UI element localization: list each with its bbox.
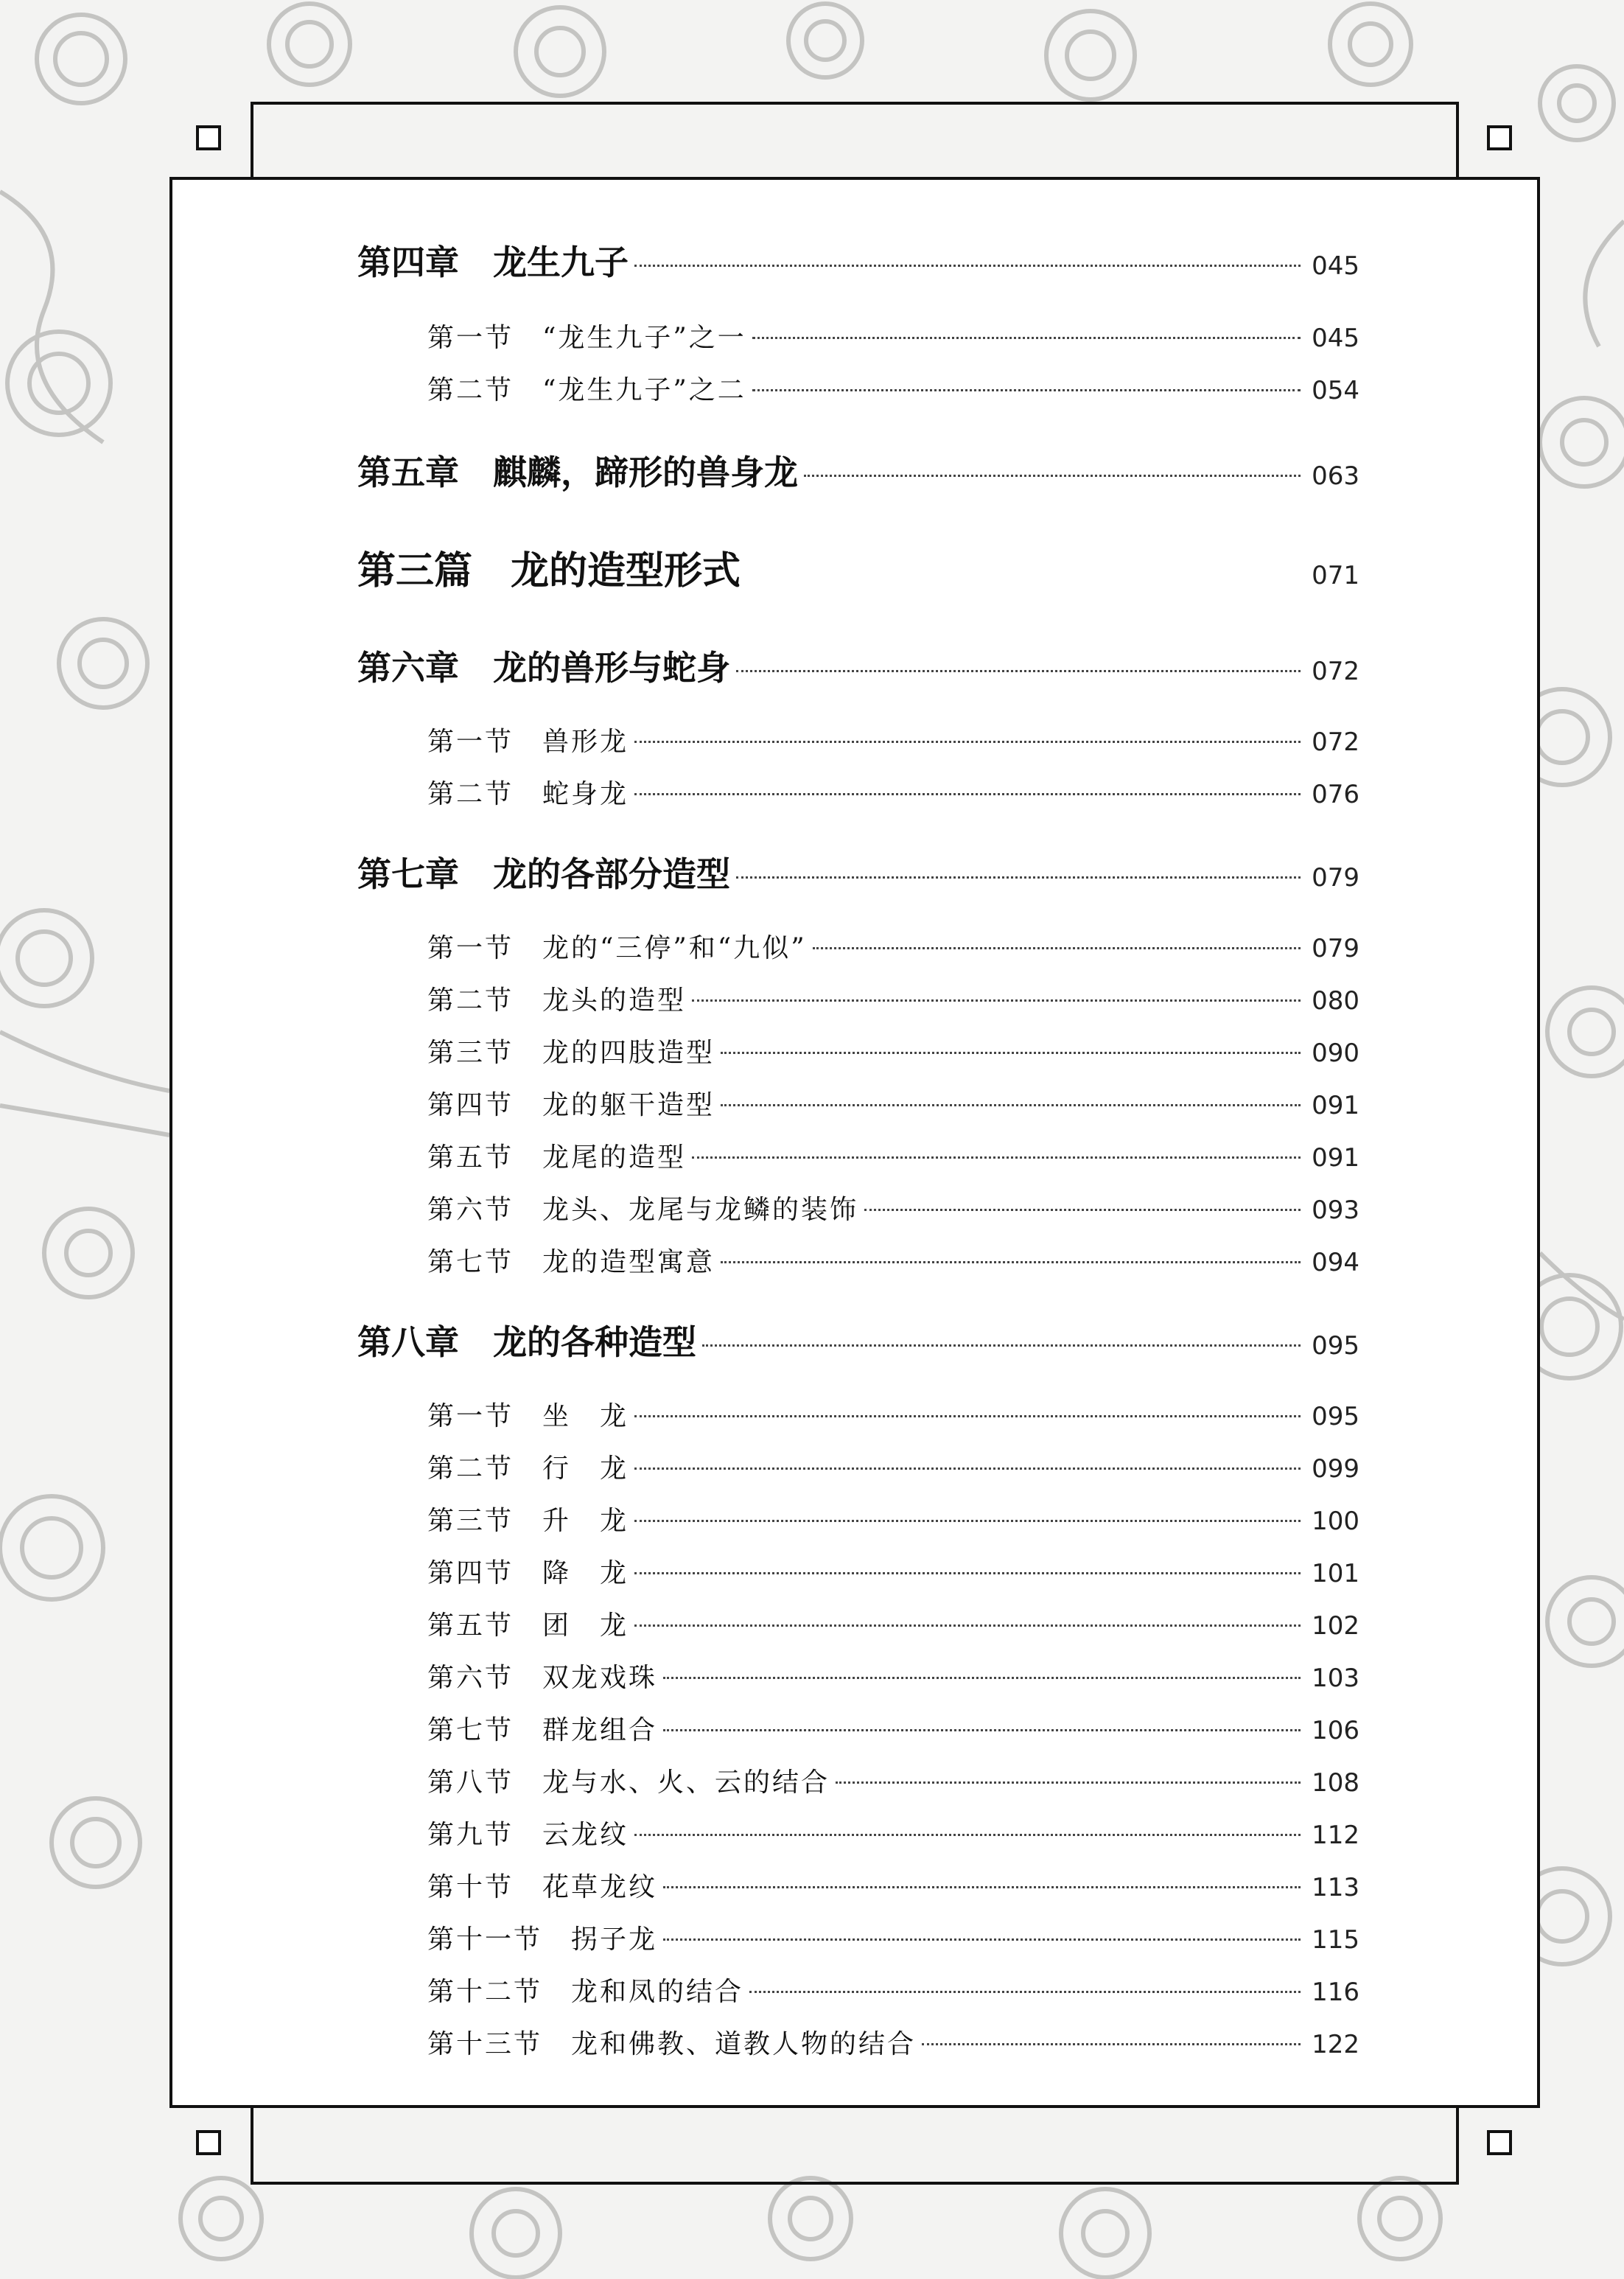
dot-leader	[752, 337, 1301, 339]
toc-entry-title: 第一节 兽形龙	[427, 727, 629, 757]
toc-entry-page: 091	[1312, 1091, 1359, 1120]
toc-entry-page: 072	[1312, 727, 1359, 757]
toc-entry-page: 122	[1312, 2030, 1359, 2059]
toc-entry-title: 第三节 龙的四肢造型	[427, 1038, 715, 1068]
toc-entry-page: 076	[1312, 780, 1359, 809]
toc-entry-page: 079	[1312, 863, 1359, 893]
toc-chapter-entry[interactable]	[357, 236, 1359, 285]
toc-entry-page: 054	[1312, 376, 1359, 405]
toc-entry-page: 095	[1312, 1402, 1359, 1431]
toc-section-entry[interactable]	[357, 1084, 1359, 1122]
dot-leader	[864, 1209, 1301, 1211]
dot-leader	[634, 1415, 1301, 1417]
toc-entry-title: 第一节 龙的“三停”和“九似”	[427, 933, 807, 963]
toc-entry-title: 第十一节 拐子龙	[427, 1924, 658, 1955]
toc-entry-title: 第九节 云龙纹	[427, 1820, 629, 1850]
toc-entry-title: 第一节 坐 龙	[427, 1401, 629, 1431]
toc-entry-title: 第七章 龙的各部分造型	[357, 854, 730, 894]
toc-entry-title: 第二节 行 龙	[427, 1453, 629, 1484]
toc-section-entry[interactable]	[357, 1552, 1359, 1590]
toc-section-entry[interactable]	[357, 927, 1359, 965]
toc-entry-title: 第四章 龙生九子	[357, 242, 629, 282]
dot-leader	[804, 475, 1301, 477]
dot-leader	[692, 1156, 1301, 1159]
dot-leader	[634, 1520, 1301, 1522]
toc-entry-page: 106	[1312, 1716, 1359, 1745]
toc-entry-page: 071	[1312, 561, 1359, 590]
toc-entry-title: 第二节 蛇身龙	[427, 779, 629, 809]
toc-entry-page: 113	[1312, 1873, 1359, 1902]
dot-leader	[721, 1261, 1301, 1263]
toc-entry-title: 第六章 龙的兽形与蛇身	[357, 648, 730, 688]
toc-entry-title: 第一节 “龙生九子”之一	[427, 323, 746, 353]
toc-section-entry[interactable]	[357, 721, 1359, 758]
toc-entry-page: 091	[1312, 1143, 1359, 1173]
dot-leader	[736, 670, 1301, 672]
toc-entry-page: 116	[1312, 1978, 1359, 2007]
toc-entry-title: 第六节 龙头、龙尾与龙鳞的装饰	[427, 1195, 859, 1225]
toc-section-entry[interactable]	[357, 2023, 1359, 2061]
toc-section-entry[interactable]	[357, 1395, 1359, 1433]
frame-corner-ornament	[1487, 125, 1512, 150]
toc-section-entry[interactable]	[357, 980, 1359, 1017]
dot-leader	[634, 265, 1301, 267]
dot-leader	[752, 389, 1301, 391]
toc-section-entry[interactable]	[357, 1866, 1359, 1904]
dot-leader	[634, 793, 1301, 795]
toc-entry-title: 第六节 双龙戏珠	[427, 1663, 658, 1693]
toc-section-entry[interactable]	[357, 1657, 1359, 1695]
dot-leader	[634, 741, 1301, 743]
toc-entry-title: 第五节 团 龙	[427, 1610, 629, 1641]
toc-section-entry[interactable]	[357, 1448, 1359, 1485]
dot-leader	[663, 1729, 1301, 1731]
dot-leader	[634, 1467, 1301, 1470]
toc-chapter-entry[interactable]	[357, 1316, 1359, 1364]
toc-entry-title: 第四节 龙的躯干造型	[427, 1090, 715, 1120]
toc-entry-title: 第二节 龙头的造型	[427, 985, 687, 1016]
toc-entry-page: 099	[1312, 1454, 1359, 1484]
toc-entry-page: 072	[1312, 657, 1359, 686]
toc-section-entry[interactable]	[357, 1241, 1359, 1279]
toc-entry-page: 090	[1312, 1039, 1359, 1068]
toc-entry-page: 080	[1312, 986, 1359, 1016]
frame-corner-ornament	[196, 2130, 221, 2155]
toc-entry-page: 101	[1312, 1559, 1359, 1588]
toc-section-entry[interactable]	[357, 1709, 1359, 1747]
toc-section-entry[interactable]	[357, 1919, 1359, 1956]
toc-entry-title: 第七节 龙的造型寓意	[427, 1247, 715, 1277]
toc-entry-title: 第五章 麒麟，蹄形的兽身龙	[357, 453, 798, 492]
toc-entry-title: 第八节 龙与水、火、云的结合	[427, 1767, 830, 1798]
toc-entry-page: 112	[1312, 1821, 1359, 1850]
toc-entry-title: 第二节 “龙生九子”之二	[427, 375, 746, 405]
toc-entry-page: 079	[1312, 934, 1359, 963]
toc-chapter-entry[interactable]	[357, 446, 1359, 495]
toc-entry-page: 045	[1312, 251, 1359, 281]
toc-entry-title: 第三篇 龙的造型形式	[357, 548, 741, 593]
toc-entry-title: 第十二节 龙和凤的结合	[427, 1977, 744, 2007]
dot-leader	[721, 1104, 1301, 1106]
toc-entry-page: 100	[1312, 1507, 1359, 1536]
toc-entry-page: 063	[1312, 461, 1359, 491]
toc-chapter-entry[interactable]	[357, 848, 1359, 896]
frame-corner-ornament	[1487, 2130, 1512, 2155]
toc-section-entry[interactable]	[357, 1137, 1359, 1174]
dot-leader	[692, 999, 1301, 1002]
toc-entry-title: 第三节 升 龙	[427, 1506, 629, 1536]
dot-leader	[663, 1938, 1301, 1941]
toc-entry-title: 第八章 龙的各种造型	[357, 1322, 696, 1362]
toc-entry-page: 115	[1312, 1925, 1359, 1955]
toc-entry-title: 第七节 群龙组合	[427, 1715, 658, 1745]
dot-leader	[736, 876, 1301, 879]
toc-section-entry[interactable]	[357, 1189, 1359, 1226]
toc-section-entry[interactable]	[357, 1032, 1359, 1069]
toc-section-entry[interactable]	[357, 1605, 1359, 1642]
toc-section-entry[interactable]	[357, 317, 1359, 355]
toc-section-entry[interactable]	[357, 1814, 1359, 1852]
dot-leader	[634, 1624, 1301, 1627]
toc-entry-page: 103	[1312, 1664, 1359, 1693]
dot-leader	[922, 2043, 1301, 2045]
toc-section-entry[interactable]	[357, 1762, 1359, 1799]
toc-section-entry[interactable]	[357, 1971, 1359, 2008]
dot-leader	[749, 1991, 1301, 1993]
dot-leader	[634, 1834, 1301, 1836]
frame-corner-ornament	[196, 125, 221, 150]
toc-entry-page: 045	[1312, 324, 1359, 353]
toc-entry-title: 第五节 龙尾的造型	[427, 1142, 687, 1173]
dot-leader	[663, 1677, 1301, 1679]
toc-section-entry[interactable]	[357, 1500, 1359, 1538]
toc-chapter-entry[interactable]	[357, 641, 1359, 690]
dot-leader	[813, 947, 1301, 949]
dot-leader	[663, 1886, 1301, 1888]
toc-entry-page: 102	[1312, 1611, 1359, 1641]
toc-entry-title: 第四节 降 龙	[427, 1558, 629, 1588]
dot-leader	[634, 1572, 1301, 1574]
dot-leader	[721, 1052, 1301, 1054]
toc-entry-page: 094	[1312, 1248, 1359, 1277]
toc-section-entry[interactable]	[357, 369, 1359, 407]
toc-entry-title: 第十节 花草龙纹	[427, 1872, 658, 1902]
toc-section-entry[interactable]	[357, 773, 1359, 811]
toc-entry-page: 108	[1312, 1768, 1359, 1798]
dot-leader	[702, 1344, 1301, 1347]
toc-entry-page: 095	[1312, 1331, 1359, 1361]
toc-part-entry[interactable]	[357, 540, 1359, 595]
toc-entry-title: 第十三节 龙和佛教、道教人物的结合	[427, 2029, 917, 2059]
dot-leader	[836, 1781, 1301, 1784]
toc-entry-page: 093	[1312, 1196, 1359, 1225]
